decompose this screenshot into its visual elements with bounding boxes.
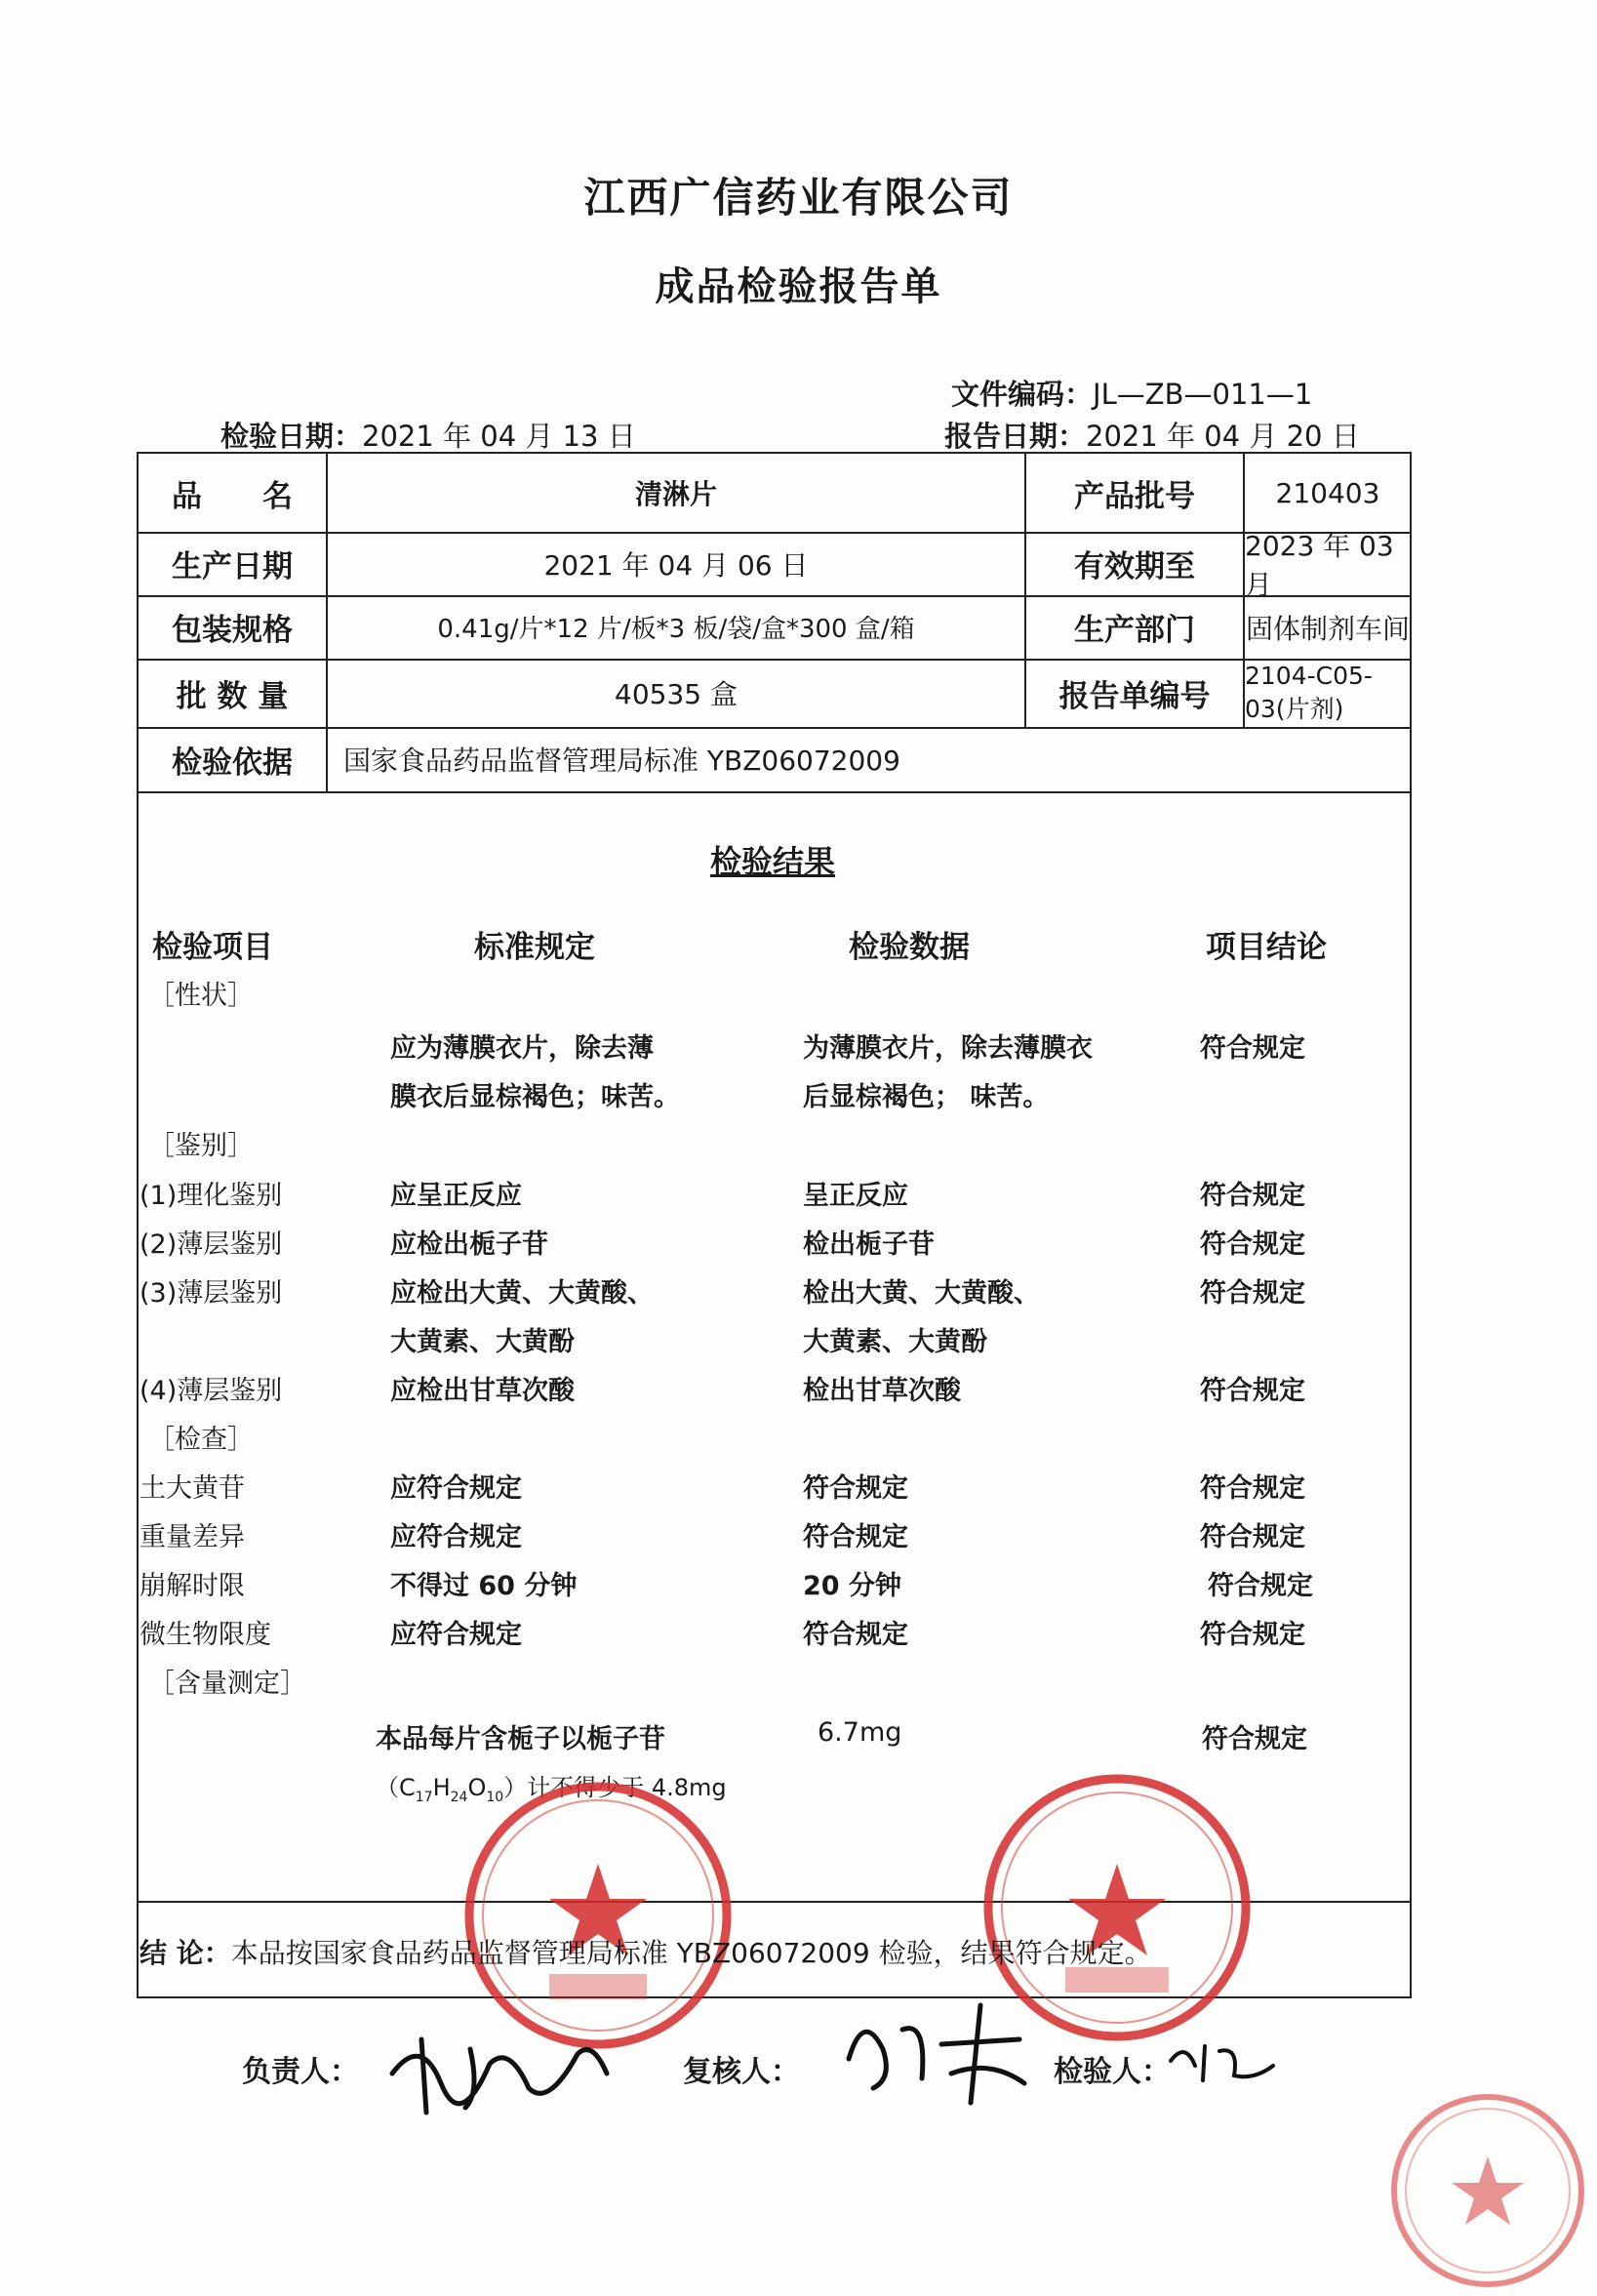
info-row-4 bbox=[139, 659, 1410, 729]
batch-label: 产品批号 bbox=[1074, 478, 1195, 514]
product-info-table bbox=[137, 452, 1412, 793]
name-label: 品 名 bbox=[172, 478, 293, 514]
assay-data: 6.7mg bbox=[818, 1717, 902, 1748]
name-value: 清淋片 bbox=[634, 478, 717, 510]
prod-date-label: 生产日期 bbox=[172, 549, 293, 584]
appearance-std-1: 应为薄膜衣片，除去薄 bbox=[390, 1033, 654, 1064]
assay-formula-h-count: 24 bbox=[450, 1789, 468, 1805]
report-date bbox=[944, 415, 1360, 455]
corner-stamp-seal bbox=[1385, 2088, 1590, 2293]
c2-result: 符合规定 bbox=[1200, 1522, 1305, 1552]
id1-result: 符合规定 bbox=[1200, 1181, 1305, 1211]
c4-std: 应符合规定 bbox=[390, 1620, 522, 1650]
c3-std: 不得过 60 分钟 bbox=[390, 1571, 578, 1601]
section-checks: ［检查］ bbox=[148, 1425, 254, 1455]
report-date-value: 2021 年 04 月 20 日 bbox=[1086, 420, 1360, 453]
c2-data: 符合规定 bbox=[803, 1522, 908, 1552]
col-result: 项目结论 bbox=[1206, 930, 1327, 965]
assay-std-1: 本品每片含栀子以栀子苷 bbox=[376, 1724, 665, 1754]
expiry-value: 2023 年 03 月 bbox=[1245, 529, 1394, 601]
doc-code bbox=[951, 373, 1312, 413]
id1-data: 呈正反应 bbox=[803, 1181, 908, 1211]
id1-std: 应呈正反应 bbox=[390, 1181, 522, 1211]
col-data: 检验数据 bbox=[849, 930, 970, 965]
inspect-date bbox=[220, 415, 636, 455]
c2-item: 重量差异 bbox=[140, 1522, 245, 1552]
id3-data-1: 检出大黄、大黄酸、 bbox=[803, 1278, 1040, 1309]
section-appearance: ［性状］ bbox=[148, 981, 254, 1011]
batch-value: 210403 bbox=[1275, 476, 1380, 509]
report-title: 成品检验报告单 bbox=[655, 264, 942, 309]
company-name: 江西广信药业有限公司 bbox=[583, 174, 1014, 222]
inspect-date-label: 检验日期： bbox=[220, 420, 363, 453]
assay-formula-open: （C bbox=[376, 1774, 416, 1801]
dept-label: 生产部门 bbox=[1074, 613, 1195, 648]
id4-data: 检出甘草次酸 bbox=[803, 1376, 961, 1406]
section-assay: ［含量测定］ bbox=[148, 1669, 306, 1699]
report-date-label: 报告日期： bbox=[944, 420, 1087, 453]
prod-date-value: 2021 年 04 月 06 日 bbox=[543, 548, 809, 582]
id3-item: (3)薄层鉴别 bbox=[140, 1278, 283, 1309]
basis-label: 检验依据 bbox=[172, 745, 293, 781]
expiry-label: 有效期至 bbox=[1074, 549, 1195, 584]
col-item: 检验项目 bbox=[152, 930, 273, 965]
id1-item: (1)理化鉴别 bbox=[140, 1181, 283, 1211]
id3-result: 符合规定 bbox=[1200, 1278, 1305, 1309]
c1-std: 应符合规定 bbox=[390, 1473, 522, 1504]
c4-result: 符合规定 bbox=[1200, 1620, 1305, 1650]
assay-formula-o-count: 10 bbox=[486, 1789, 504, 1805]
id2-result: 符合规定 bbox=[1200, 1229, 1305, 1260]
conclusion-label: 结 论： bbox=[140, 1937, 231, 1969]
appearance-data-1: 为薄膜衣片，除去薄膜衣 bbox=[803, 1033, 1093, 1064]
dept-value: 固体制剂车间 bbox=[1245, 612, 1410, 645]
info-row-1 bbox=[139, 454, 1410, 534]
responsible-signature bbox=[382, 2015, 617, 2122]
appearance-std-2: 膜衣后显棕褐色；味苦。 bbox=[390, 1082, 680, 1112]
doc-code-value: JL—ZB—011—1 bbox=[1093, 378, 1313, 411]
c4-data: 符合规定 bbox=[803, 1620, 908, 1650]
appearance-data-2: 后显棕褐色； 味苦。 bbox=[803, 1082, 1050, 1112]
c2-std: 应符合规定 bbox=[390, 1522, 522, 1552]
report-no-label: 报告单编号 bbox=[1058, 678, 1211, 714]
report-no-value: 2104-C05-03(片剂) bbox=[1245, 661, 1373, 723]
reviewer-label: 复核人： bbox=[683, 2055, 800, 2089]
assay-formula-h: H bbox=[432, 1774, 451, 1801]
basis-value: 国家食品药品监督管理局标准 YBZ06072009 bbox=[343, 745, 900, 777]
info-row-5 bbox=[139, 727, 1410, 791]
c3-item: 崩解时限 bbox=[140, 1571, 245, 1601]
id4-item: (4)薄层鉴别 bbox=[140, 1376, 283, 1406]
c1-data: 符合规定 bbox=[803, 1473, 908, 1504]
doc-code-label: 文件编码： bbox=[951, 378, 1094, 411]
id2-data: 检出栀子苷 bbox=[803, 1229, 935, 1260]
info-row-2 bbox=[139, 529, 1410, 601]
inspect-date-value: 2021 年 04 月 13 日 bbox=[362, 420, 636, 453]
id2-item: (2)薄层鉴别 bbox=[140, 1229, 283, 1260]
id2-std: 应检出栀子苷 bbox=[390, 1229, 548, 1260]
results-title: 检验结果 bbox=[710, 843, 836, 880]
assay-formula-close: ）计不得少于 4.8mg bbox=[503, 1774, 727, 1801]
pack-value: 0.41g/片*12 片/板*3 板/袋/盒*300 盒/箱 bbox=[437, 615, 915, 644]
c3-result: 符合规定 bbox=[1208, 1571, 1313, 1601]
c1-result: 符合规定 bbox=[1200, 1473, 1305, 1504]
conclusion bbox=[140, 1932, 1152, 1971]
c4-item: 微生物限度 bbox=[140, 1620, 271, 1650]
inspector-label: 检验人： bbox=[1054, 2055, 1171, 2089]
id4-result: 符合规定 bbox=[1200, 1376, 1305, 1406]
assay-formula-c-count: 17 bbox=[415, 1789, 433, 1805]
c1-item: 土大黄苷 bbox=[140, 1473, 245, 1504]
info-row-3 bbox=[139, 595, 1410, 661]
reviewer-signature bbox=[834, 1991, 1039, 2108]
responsible-label: 负责人： bbox=[242, 2055, 359, 2089]
qty-value: 40535 盒 bbox=[615, 678, 738, 710]
col-standard: 标准规定 bbox=[474, 930, 595, 965]
appearance-result: 符合规定 bbox=[1200, 1033, 1305, 1064]
assay-formula-o: O bbox=[467, 1774, 487, 1801]
id3-data-2: 大黄素、大黄酚 bbox=[803, 1327, 987, 1357]
qty-label: 批 数 量 bbox=[176, 678, 289, 714]
c3-data: 20 分钟 bbox=[803, 1571, 901, 1601]
pack-label: 包装规格 bbox=[172, 613, 293, 648]
assay-result: 符合规定 bbox=[1202, 1724, 1307, 1754]
conclusion-text: 本品按国家食品药品监督管理局标准 YBZ06072009 检验，结果符合规定。 bbox=[230, 1937, 1152, 1969]
id4-std: 应检出甘草次酸 bbox=[390, 1376, 575, 1406]
id3-std-2: 大黄素、大黄酚 bbox=[390, 1327, 575, 1357]
inspector-signature bbox=[1166, 2032, 1283, 2090]
id3-std-1: 应检出大黄、大黄酸、 bbox=[390, 1278, 654, 1309]
section-identification: ［鉴别］ bbox=[148, 1131, 254, 1161]
